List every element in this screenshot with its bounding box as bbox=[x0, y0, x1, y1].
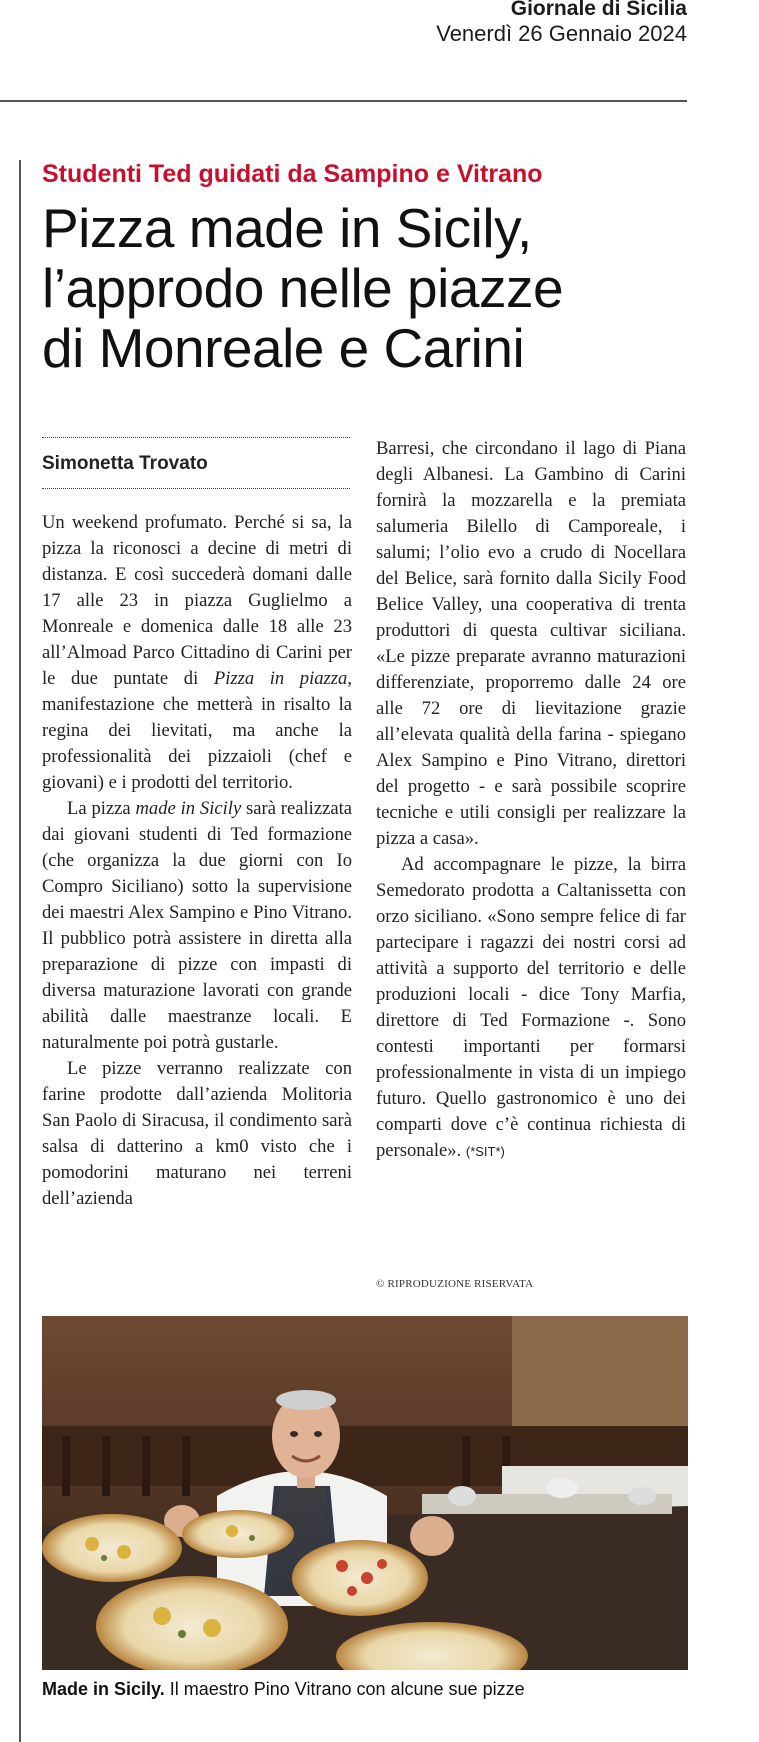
article-headline bbox=[42, 198, 732, 378]
newspaper-name: Giornale di Sicilia bbox=[510, 0, 687, 20]
paragraph: Ad accompagnare le pizze, la birra Semedorato prodotta a Caltanissetta con orzo siciliano. «Sono sempre felice di far partecipare i ragazzi dei nostri corsi ad attività a supporto del territorio e delle produzioni locali - dice Tony Marfia, direttore di Ted Formazione -. Sono contesti importanti per formarsi professionalmente in vista di un impiego futuro. Quello gastronomico è uno dei comparti dove c’è continua richiesta di personale». (*SIT*) bbox=[376, 854, 686, 1161]
article-column-2 bbox=[376, 436, 686, 1165]
photo-caption bbox=[42, 1677, 525, 1701]
headline-line: Pizza made in Sicily, bbox=[42, 197, 532, 259]
article-photo bbox=[42, 1316, 688, 1670]
paragraph: La pizza made in Sicily sarà realizzata dai giovani studenti di Ted formazione (che organizza la due giorni con Io Compro Siciliano) sotto la supervisione dei maestri Alex Sampino e Pino Vitrano. Il pubblico potrà assistere in diretta alla preparazione di pizze con impasti di diversa maturazione lavorati con grande abilità dalle maestranze locali. E naturalmente poi potrà gustarle. bbox=[42, 798, 352, 1053]
author-signature: (*SIT*) bbox=[465, 1144, 505, 1159]
paragraph: Le pizze verranno realizzate con farine prodotte dall’azienda Molitoria San Paolo di Siracusa, il condimento sarà salsa di datterino a km0 visto che i pomodorini maturano nei terreni dell’azienda bbox=[42, 1058, 352, 1209]
author-byline: Simonetta Trovato bbox=[42, 453, 208, 474]
issue-date: Venerdì 26 Gennaio 2024 bbox=[436, 21, 687, 46]
headline-line: l’approdo nelle piazze bbox=[42, 257, 564, 319]
emphasis: made in Sicily bbox=[135, 798, 242, 819]
chef-with-pizzas-photo bbox=[42, 1316, 688, 1670]
paragraph: Un weekend profumato. Perché si sa, la pizza la riconosci a decine di metri di distanza. E così succederà domani dalle 17 alle 23 in piazza Guglielmo a Monreale e domenica dalle 18 alle 23 all’Almoad Parco Cittadino di Carini per le due puntate di Pizza in piazza, manifestazione che metterà in risalto la regina dei lievitati, ma anche la professionalità dei pizzaioli (chef e giovani) e i prodotti del territorio. bbox=[42, 512, 352, 793]
paragraph: Barresi, che circondano il lago di Piana degli Albanesi. La Gambino di Carini fornirà la mozzarella e la premiata salumeria Bilello di Camporeale, i salumi; l’olio evo a crudo di Nocellara del Belice, sarà fornito dalla Sicily Food Belice Valley, una cooperativa di trenta produttori di questa cultivar siciliana. «Le pizze preparate avranno maturazioni differenziate, proporremo dalle 24 ore alle 72 ore di lievitazione grazie all’elevata qualità della farina - spiegano Alex Sampino e Pino Vitrano, direttori del progetto - e sarà possibile scoprire tecniche e utili consigli per realizzare la pizza a casa». bbox=[376, 438, 686, 849]
caption-title: Made in Sicily. bbox=[42, 1679, 165, 1699]
masthead bbox=[436, 0, 687, 48]
article-left-rule bbox=[19, 160, 21, 1742]
byline-box bbox=[42, 437, 350, 489]
copyright-notice: © RIPRODUZIONE RISERVATA bbox=[376, 1278, 534, 1290]
header-rule bbox=[0, 100, 687, 102]
article-column-1 bbox=[42, 510, 352, 1212]
event-title: Pizza in piazza bbox=[213, 668, 348, 689]
caption-text: Il maestro Pino Vitrano con alcune sue pizze bbox=[164, 1679, 525, 1699]
headline-line: di Monreale e Carini bbox=[42, 317, 525, 379]
article-kicker: Studenti Ted guidati da Sampino e Vitrano bbox=[42, 160, 543, 188]
